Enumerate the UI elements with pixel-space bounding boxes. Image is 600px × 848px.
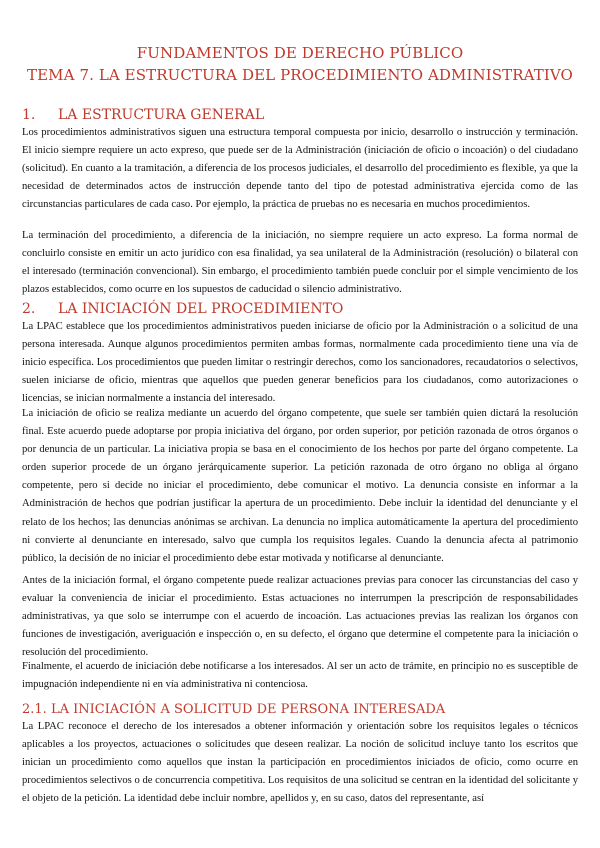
document-title: FUNDAMENTOS DE DERECHO PÚBLICO	[136, 44, 464, 62]
section-heading	[22, 107, 264, 123]
subsection-title: LA INICIACIÓN A SOLICITUD DE PERSONA INTERESADA	[50, 702, 446, 717]
subsection-heading	[22, 702, 445, 717]
section-title: LA INICIACIÓN DEL PROCEDIMIENTO	[58, 301, 344, 317]
section-heading	[22, 301, 343, 317]
paragraph: Finalmente, el acuerdo de iniciación debe notificarse a los interesados. Al ser un acto de trámite, en principio no es susceptible de impugnación independiente ni en vía administrativa ni contenciosa.	[22, 661, 578, 691]
paragraph: La LPAC reconoce el derecho de los interesados a obtener información y orientación sobre los requisitos legales o técnicos aplicables a los proyectos, actuaciones o solicitudes que deseen realizar. La noción de solicitud incluye tanto los escritos que inician un procedimiento como aquellos que instan la participación en procedimientos iniciados de oficio, como ocurre en procedimientos selectivos o de concurrencia competitiva. Los requisitos de una solicitud se centran en la identidad del solicitante y el objeto de la petición. La identidad debe incluir nombre, apellidos y, en su caso, datos del representante, así	[22, 721, 578, 805]
subsection-number: 2.1.	[22, 702, 47, 717]
paragraph: Los procedimientos administrativos siguen una estructura temporal compuesta por inicio, desarrollo o instrucción y terminación. El inicio siempre requiere un acto expreso, que puede ser de la Administración (iniciación de oficio o incoación) o del ciudadano (solicitud). En cuanto a la tramitación, a diferencia de los procesos judiciales, el desarrollo del procedimiento es flexible, ya que la necesidad de determinados actos de instrucción depende tanto del tipo de potestad administrativa ejercida como de las circunstancias particulares de cada caso. Por ejemplo, la práctica de pruebas no es necesaria en muchos procedimientos.	[22, 127, 578, 211]
section-number: 2.	[22, 301, 36, 317]
section-number: 1.	[22, 107, 36, 123]
section-title: LA ESTRUCTURA GENERAL	[58, 107, 265, 123]
paragraph: La iniciación de oficio se realiza mediante un acuerdo del órgano competente, que suele ser también quien dictará la resolución final. Este acuerdo puede adoptarse por propia iniciativa del órgano, por orden superior, por petición razonada de otros órganos o por denuncia de un particular. La iniciativa propia se basa en el conocimiento de los hechos por parte del órgano competente. La orden superior procede de un órgano jerárquicamente superior. La petición razonada de otro órgano no obliga al órgano competente, pero si decide no iniciar el procedimiento, debe comunicar el motivo. La denuncia consiste en informar a la Administración de hechos que podrían justificar la apertura de un procedimiento. Debe incluir la identidad del denunciante y el relato de los hechos; las denuncias anónimas se archivan. La denuncia no implica automáticamente la apertura del procedimiento ni convierte al denunciante en interesado, salvo que cumpla los requisitos legales. Cuando la denuncia afecta al patrimonio público, la decisión de no iniciar el procedimiento debe estar motivada y notificarse al denunciante.	[22, 408, 578, 564]
document-subtitle: TEMA 7. LA ESTRUCTURA DEL PROCEDIMIENTO ADMINISTRATIVO	[27, 66, 573, 84]
paragraph: Antes de la iniciación formal, el órgano competente puede realizar actuaciones previas para conocer las circunstancias del caso y evaluar la conveniencia de iniciar el procedimiento. Estas actuaciones no interrumpen la prescripción de responsabilidades administrativas, ya que solo se interrumpe con el acuerdo de incoación. Las actuaciones previas las realizan los órganos con funciones de investigación, averiguación e inspección o, en su defecto, el órgano que determine el competente para la iniciación o resolución del procedimiento.	[22, 575, 578, 659]
paragraph: La terminación del procedimiento, a diferencia de la iniciación, no siempre requiere un acto expreso. La forma normal de concluirlo consiste en emitir un acto jurídico con esa finalidad, ya sea unilateral de la Administración (resolución) o bilateral con el interesado (terminación convencional). Sin embargo, el procedimiento también puede concluir por el simple vencimiento de los plazos establecidos, como ocurre en los supuestos de caducidad o silencio administrativo.	[22, 230, 578, 296]
paragraph: La LPAC establece que los procedimientos administrativos pueden iniciarse de oficio por la Administración o a solicitud de una persona interesada. Aunque algunos procedimientos permiten ambas formas, normalmente cada procedimiento tiene una vía de inicio específica. Los procedimientos que pueden limitar o restringir derechos, como los sancionadores, recaudatorios o selectivos, suelen iniciarse de oficio, mientras que aquellos que pueden generar beneficios para los ciudadanos, como autorizaciones o licencias, se inician normalmente a instancia del interesado.	[22, 321, 578, 405]
